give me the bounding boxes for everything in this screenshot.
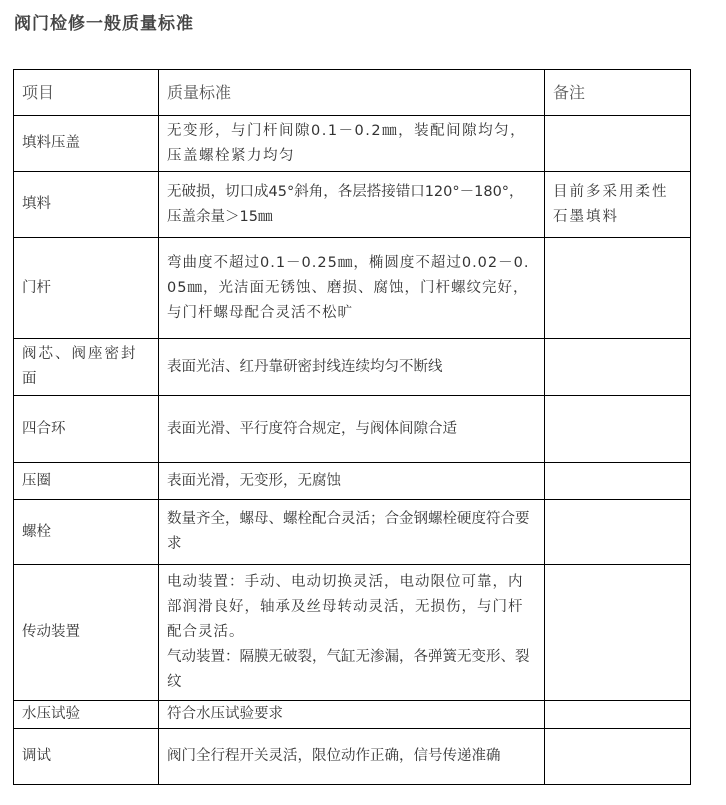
- cell-item: 螺栓: [14, 500, 159, 565]
- cell-item: 水压试验: [14, 701, 159, 729]
- table-row: [14, 116, 691, 172]
- header-item: 项目: [14, 70, 159, 116]
- table-row: [14, 172, 691, 238]
- cell-remark: [545, 463, 691, 500]
- cell-remark: [545, 565, 691, 701]
- table-row: [14, 500, 691, 565]
- cell-standard: 表面光滑，无变形，无腐蚀: [159, 463, 545, 500]
- cell-item: 调试: [14, 729, 159, 785]
- quality-standard-table: [13, 69, 691, 785]
- cell-item: 压圈: [14, 463, 159, 500]
- table-row: [14, 701, 691, 729]
- cell-remark: [545, 729, 691, 785]
- cell-remark: [545, 701, 691, 729]
- cell-remark: [545, 116, 691, 172]
- cell-item: 门杆: [14, 238, 159, 339]
- cell-item: 阀芯、阀座密封面: [14, 339, 159, 396]
- cell-remark: 目前多采用柔性石墨填料: [545, 172, 691, 238]
- table-row: [14, 396, 691, 463]
- table-row: [14, 729, 691, 785]
- cell-standard: 数量齐全，螺母、螺栓配合灵活；合金钢螺栓硬度符合要求: [159, 500, 545, 565]
- electric-device-text: 电动装置：手动、电动切换灵活，电动限位可靠，内部润滑良好，轴承及丝母转动灵活，无损伤，与门杆配合灵活。: [167, 574, 524, 640]
- cell-remark: [545, 500, 691, 565]
- cell-item: 传动装置: [14, 565, 159, 701]
- table-row: [14, 238, 691, 339]
- cell-item: 填料: [14, 172, 159, 238]
- table-header-row: [14, 70, 691, 116]
- cell-standard: 阀门全行程开关灵活，限位动作正确，信号传递准确: [159, 729, 545, 785]
- cell-standard: [159, 565, 545, 701]
- cell-standard: 弯曲度不超过0.1－0.25㎜，椭圆度不超过0.02－0.05㎜，光洁面无锈蚀、磨损、腐蚀，门杆螺纹完好，与门杆螺母配合灵活不松旷: [159, 238, 545, 339]
- cell-item: 四合环: [14, 396, 159, 463]
- table-row: [14, 565, 691, 701]
- cell-remark: [545, 339, 691, 396]
- header-remark: 备注: [545, 70, 691, 116]
- cell-remark: [545, 396, 691, 463]
- cell-standard: 符合水压试验要求: [159, 701, 545, 729]
- cell-standard: 表面光滑、平行度符合规定，与阀体间隙合适: [159, 396, 545, 463]
- cell-remark: [545, 238, 691, 339]
- cell-item: 填料压盖: [14, 116, 159, 172]
- header-standard: 质量标准: [159, 70, 545, 116]
- page-title: 阀门检修一般质量标准: [14, 14, 194, 34]
- cell-standard: 表面光洁、红丹靠研密封线连续均匀不断线: [159, 339, 545, 396]
- table-row: [14, 463, 691, 500]
- pneumatic-device-text: 气动装置：隔膜无破裂，气缸无渗漏，各弹簧无变形、裂纹: [167, 649, 530, 690]
- table-row: [14, 339, 691, 396]
- cell-standard: 无变形，与门杆间隙0.1－0.2㎜，装配间隙均匀，压盖螺栓紧力均匀: [159, 116, 545, 172]
- cell-standard: 无破损，切口成45°斜角，各层搭接错口120°－180°，压盖余量＞15㎜: [159, 172, 545, 238]
